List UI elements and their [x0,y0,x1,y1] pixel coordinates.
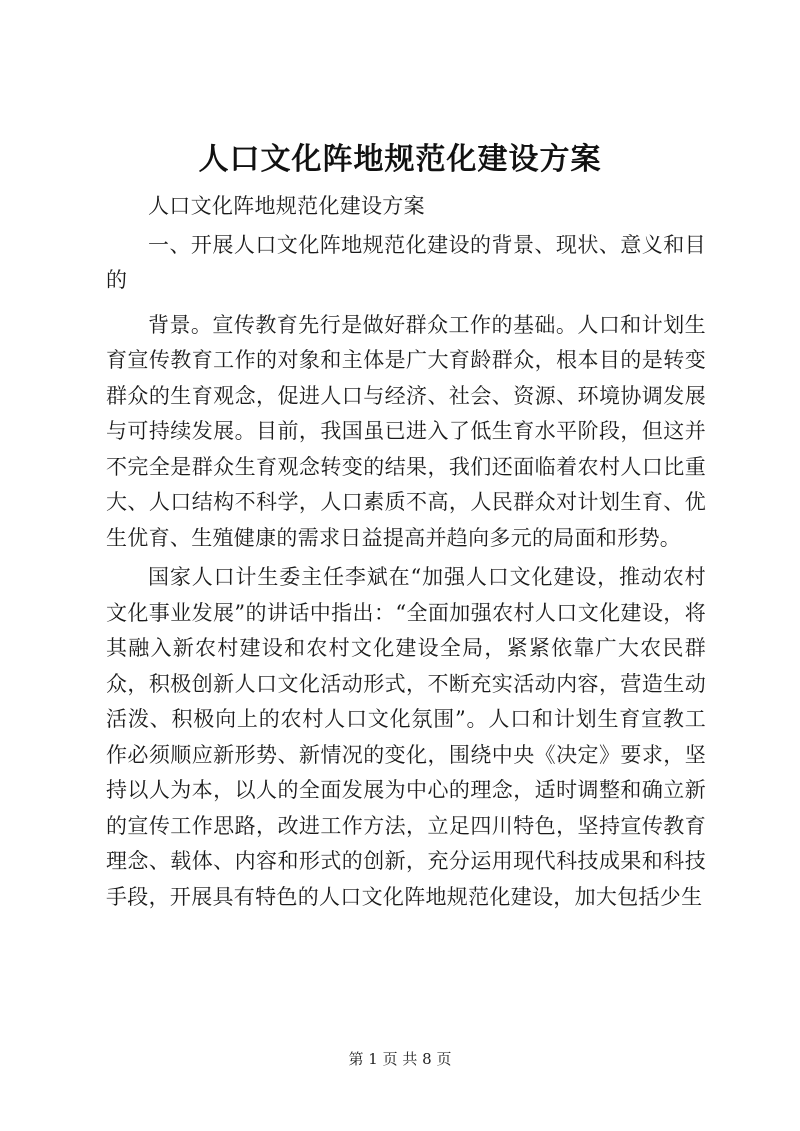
page-footer: 第 1 页 共 8 页 [348,1050,452,1068]
section-heading: 一、开展人口文化阵地规范化建设的背景、现状、意义和目的 [106,232,706,292]
paragraph-speech: 国家人口计生委主任李斌在“加强人口文化建设，推动农村文化事业发展”的讲话中指出：“全面加强农村人口文化建设，将其融入新农村建设和农村文化建设全局，紧紧依靠广大农民群众，积极创新人口文化活动形式，不断充实活动内容，营造生动活泼、积极向上的农村人口文化氛围”。人口和计划生育宣教工作必须顺应新形势、新情况的变化，围绕中央《决定》要求，坚持以人为本，以人的全面发展为中心的理念，适时调整和确立新的宣传工作思路，改进工作方法，立足四川特色，坚持宣传教育理念、载体、内容和形式的创新，充分运用现代科技成果和科技手段，开展具有特色的人口文化阵地规范化建设，加大包括少生 [106,565,706,909]
page-title: 人口文化阵地规范化建设方案 [198,142,602,177]
document-subtitle: 人口文化阵地规范化建设方案 [148,194,425,218]
document-body [106,189,706,915]
paragraph-background: 背景。宣传教育先行是做好群众工作的基础。人口和计划生育宣传教育工作的对象和主体是广大育龄群众，根本目的是转变群众的生育观念，促进人口与经济、社会、资源、环境协调发展与可持续发展。目前，我国虽已进入了低生育水平阶段，但这并不完全是群众生育观念转变的结果，我们还面临着农村人口比重大、人口结构不科学，人口素质不高，人民群众对计划生育、优生优育、生殖健康的需求日益提高并趋向多元的局面和形势。 [106,312,706,550]
